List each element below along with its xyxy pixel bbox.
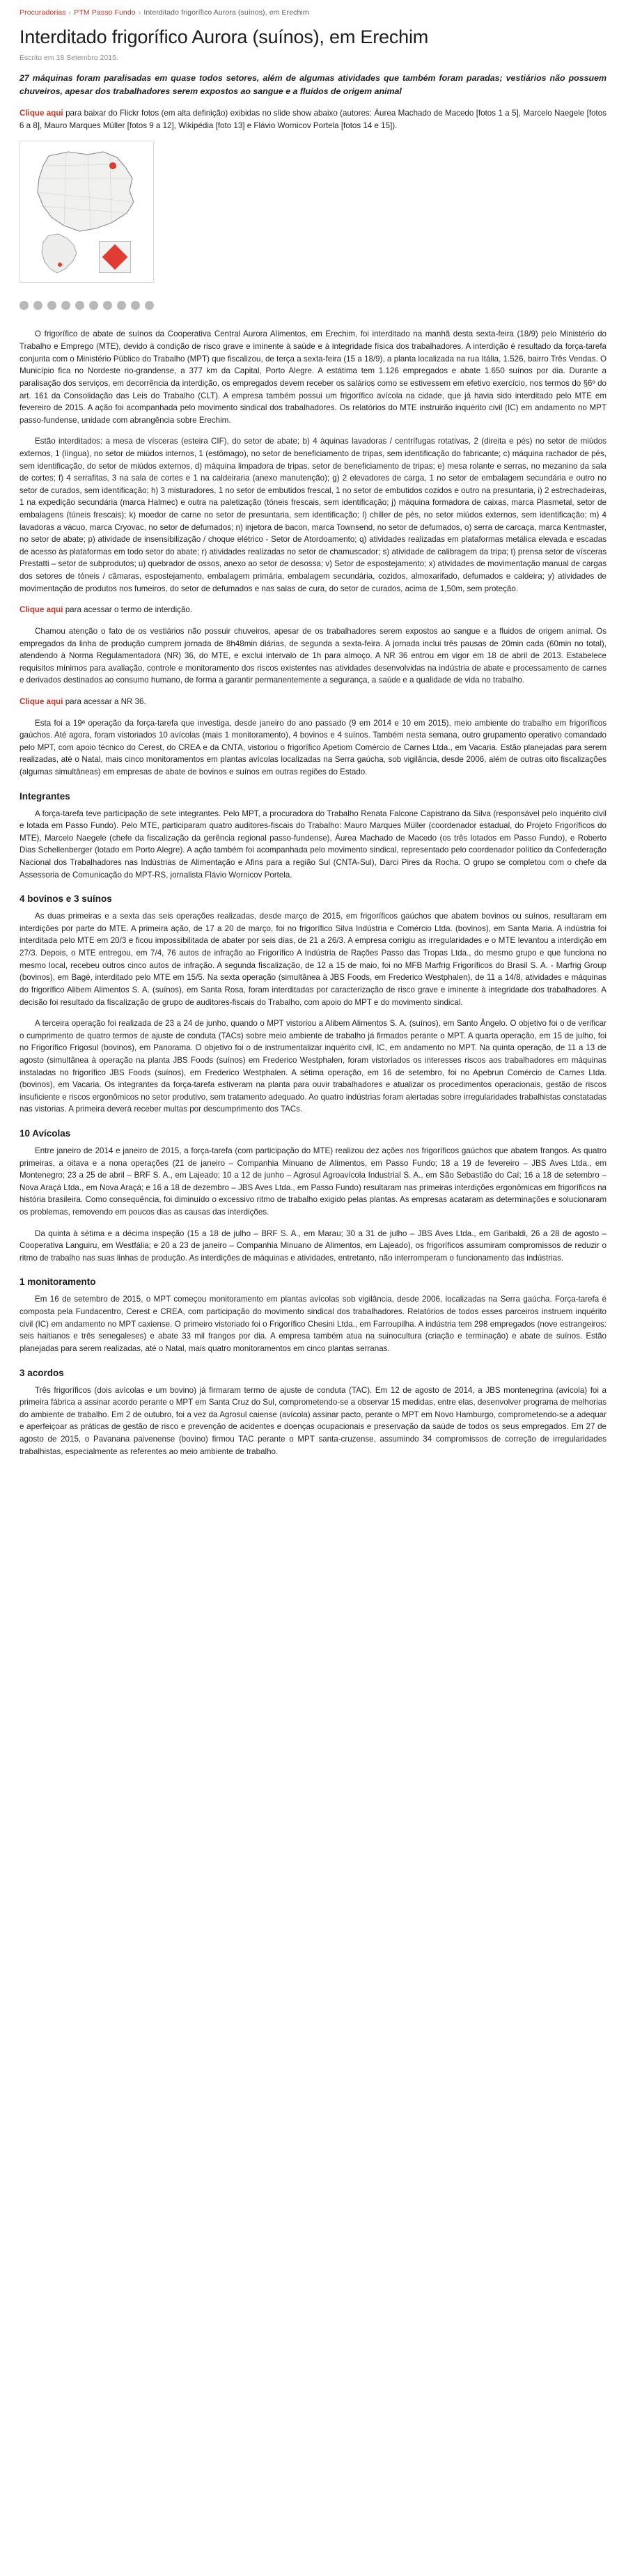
whatsapp-share-icon[interactable] [89,301,98,310]
section-bovinos-paragraph-1: As duas primeiras e a sexta das seis operações realizadas, desde março de 2015, em frigoríficos gaúchos que abatem bovinos ou suínos, resultaram em interdições por parte do MTE. A primeira ação, de 17 a 20 de março, foi no frigorífico Silva Indústria e Comércio Ltda. (bovinos), em Santa Maria. A indústria foi interditada pelo MTE em 20/3 e ficou impossibilitada de abater por seis dias, de 21 a 26/3. A empresa corrigiu as irregularidades e o MTE levantou a interdição em 27/3. Depois, o MTE entregou, em 7/4, 76 autos de infração ao Frigorífico A Indústria de Rações Passo das Tropas Ltda., do mesmo grupo e que funciona no mesmo local, recebeu outros cinco autos de infração. A segunda fiscalização, de 12 a 15 de maio, foi no MFB Marfrig Frigoríficos do Brasil S. A. - Marfrig Group (bovinos), em Bagé, interditado pelo MTE em 15/5. Na sexta operação (simultânea à JBS Foods, em Frederico Westphalen), de 11 a 14/8, atividades e máquinas do frigorífico Alibem Alimentos S. A. (suínos), em Santa Rosa, foram interditadas por caracterização de risco grave e iminente à integridade dos trabalhadores. A decisão foi resultado da fiscalização de grupo de auditores-fiscais do Trabalho, com apoio do MPT e do movimento sindical. [19,912,607,1007]
article-byline: Escrito em 18 Setembro 2015. [19,54,118,63]
body-paragraph-1: O frigorífico de abate de suínos da Cooperativa Central Aurora Alimentos, em Erechim, foi interditado na manhã desta sexta-feira (18/9) pelo Ministério do Trabalho e Emprego (MTE), devido à condição de risco grave e iminente à saúde e à integridade física dos trabalhadores. A interdição é resultado da força-tarefa conjunta com o Ministério Público do Trabalho (MPT) que fiscalizou, de terça a sexta-feira (15 a 18/9), a planta localizada na rua Itália, 1.526, bairro Três Vendas. O Município fica no Nordeste rio-grandense, a 377 km da Capital, Porto Alegre. A estátima tem 1.126 empregados e abate 1.650 suínos por dia. Durante a paralisação dos serviços, em decorrência da interdição, os empregados devem receber os salários como se estivessem em efetivo exercício, nos termos do §6º do art. 161 da Consolidação das Leis do Trabalho (CLT). A empresa também possui um frigorífico avícola na cidade, que já havia sido interditado pelo MTE em fevereiro de 2015. A ação foi acompanhada pelo movimento sindical dos trabalhadores. Os relatórios do MTE instruirão inquérito civil (IC) em andamento no MPT passo-fundense, unidade com abrangência sobre Erechim. [19,329,607,425]
photo-download-text: para baixar do Flickr fotos (em alta definição) exibidas no slide show abaixo (autores: Áurea Machado de Macedo [fotos 1 a 5], Marcelo Naegele [fotos 6 a 8], Mauro Marques Müller [fotos 9 a 12], Wikipédia [foto 13] e Flávio Wornicov Portela [fotos 14 e 15]). [19,109,607,130]
body-paragraph-4: Esta foi a 19ª operação da força-tarefa que investiga, desde janeiro do ano passado (9 em 2014 e 10 em 2015), meio ambiente do trabalho em frigoríficos gaúchos. Até agora, foram vistoriados 10 avícolas (mais 1 monitoramento), 4 bovinos e 4 suínos. Também nesta semana, outro grupamento operativo comandado pelo MPT, com apoio técnico do Cerest, do CREA e da CNTA, vistoriou o frigorífico Apetiom Comércio de Carnes Ltda., em Vacaria. Estão planejadas para serem realizadas, até o Natal, mais cinco monitoramentos em plantas avícolas localizadas na Serra gaúcha, sob vigilância, desde 2006, além de outras oito fiscalizações (algumas simultâneas) em empresas de abate de bovinos e suínos em outras regiões do Estado. [19,718,607,776]
breadcrumb-link-ptm-passo-fundo[interactable]: PTM Passo Fundo [74,8,136,17]
facebook-share-icon[interactable] [19,301,29,310]
more-share-icon[interactable] [145,301,154,310]
share-bar [19,301,607,310]
breadcrumb [19,8,607,17]
section-heading-integrantes: Integrantes [19,790,70,802]
brazil-map-icon [36,233,82,276]
photo-download-link[interactable]: Clique aqui [19,109,63,118]
termo-interdicao-text: para acessar o termo de interdição. [63,605,193,615]
map-marker [110,163,116,169]
section-avicolas-paragraph-2: Da quinta à sétima e a décima inspeção (15 a 18 de julho – BRF S. A., em Marau; 30 a 31 de julho – JBS Aves Ltda., em Garibaldi, 26 a 28 de agosto – Cooperativa Languiru, em Westfália; e 20 a 23 de janeiro – Companhia Minuano de Alimentos, em Lajeado), os frigoríficos assumiram compromissos de reduzir o ritmo de trabalho nas suas linhas de produção. As interdições de máquinas e atividades, entretanto, não interromperam o funcionamento das indústrias. [19,1228,607,1263]
section-heading-avicolas: 10 Avícolas [19,1128,71,1139]
linkedin-share-icon[interactable] [47,301,56,310]
termo-interdicao-link[interactable]: Clique aqui [19,605,63,615]
photo-download-paragraph [19,107,607,132]
nr36-text: para acessar a NR 36. [63,696,146,706]
section-avicolas-paragraph-1: Entre janeiro de 2014 e janeiro de 2015, a força-tarefa (com participação do MTE) realizou dez ações nos frigoríficos gaúchos que abatem frangos. As quatro primeiras, a oitava e a nona operações (21 de janeiro – Companhia Minuano de Alimentos, em Passo Fundo; 18 a 19 de fevereiro – JBS Aves Ltda., em Montenegro; 23 a 25 de abril – BRF S. A., em Lajeado; 10 a 12 de junho – Agrosul Agroavícola Industrial S. A., em São Sebastião do Caí; 16 a 18 de setembro – Nova Araçá Ltda., em Nova Araçá; e 16 a 18 de dezembro – JBS Aves Ltda., em Passo Fundo) resultaram nas primeiras interdições ergonômicas em frigoríficos na história brasileira. Como consequência, foi diminuído o excessivo ritmo de trabalho exigido pelas plantas. As empresas acataram as determinações e solucionaram os problemas, removendo em poucos dias as causas das interdições. [19,1146,607,1217]
breadcrumb-current: Interditado frigorífico Aurora (suínos), em Erechim [143,8,309,17]
section-bovinos-paragraph-2: A terceira operação foi realizada de 23 a 24 de junho, quando o MPT vistoriou a Alibem Alimentos S. A. (suínos), em Santo Ângelo. O objetivo foi o de verificar o cumprimento de quatro termos de ajuste de conduta (TACs) sobre meio ambiente de trabalho já firmados perante o MPT. A quarta operação, em 15 de julho, foi no Frigorífico Frigosul (bovinos), em Panorama. O objetivo foi o de instrumentalizar inquérito civil, IC, em andamento no MPT. Na quinta operação, de 11 a 13 de agosto (simultânea à operação na planta JBS Foods (suínos) em Frederico Westphalen, foram vistoriados os interesses riscos aos trabalhadores em máquinas instaladas no frigorífico JBS Foods (suínos), em Frederico Westphalen. A sétima operação, em 16 de setembro, foi no Apebrun Comércio de Carnes Ltda. (bovinos), em Vacaria. Os integrantes da força-tarefa estiveram na planta para ouvir trabalhadores e atualizar os procedimentos operacionais, gestão de riscos insuficiente e riscos ergonômicos no setor produtivo, sem tratamento adequado. Ao quatro indústrias foram alertadas sobre irregularidades trabalhistas constatadas nas vistorias. A primeira deverá receber multas por descumprimento dos TACs. [19,1019,607,1114]
body-paragraph-3: Chamou atenção o fato de os vestiários não possuir chuveiros, apesar de os trabalhadores serem expostos ao sangue e a fluidos de origem animal. Os empregados da linha de produção cumprem jornada de 8h48min diárias, de segunda a sexta-feira. A jornada inclui três pausas de 20min cada (60min no total), atendendo à Norma Regulamentadora (NR) 36, do MTE, e exclui intervalo de 1h para almoço. A NR 36 entrou em vigor em 18 de abril de 2013. Estabelece requisitos mínimos para avaliação, controle e monitoramento dos riscos existentes nas atividades desenvolvidas na indústria de abate e processamento de carnes e derivados destinados ao consumo humano, de forma a garantir permanentemente a segurança, a saúde e a qualidade de vida no trabalho. [19,626,607,685]
map-inset-diamond-icon [102,244,128,270]
breadcrumb-separator-2: › [138,8,141,17]
nr36-paragraph [19,696,607,708]
section-monitoramento-paragraph-1: Em 16 de setembro de 2015, o MPT começou monitoramento em plantas avícolas sob vigilância, desde 2006, localizadas na Serra gaúcha. Força-tarefa é composta pela Fundacentro, Cerest e CREA, com participação do movimento sindical dos trabalhadores. Relatórios de todos esses parceiros instruem inquérito civil (IC) em andamento no MPT caxiense. O primeiro vistoriado foi o Frigorífico Chesini Ltda., em Farroupilha. A indústria tem 298 empregados (nove estrangeiros: seis haitianos e três senegaleses) e abate 33 mil frangos por dia. A empresa também atua na suinocultura (criação e terminação) e abate de suínos. Estão planejadas para serem realizadas, até o Natal, mais quatro monitoramentos em cinco plantas serranas. [19,1295,607,1353]
email-share-icon[interactable] [103,301,112,310]
nr36-link[interactable]: Clique aqui [19,696,63,706]
breadcrumb-separator-1: › [68,8,72,17]
map-image [22,143,151,280]
twitter-share-icon[interactable] [33,301,42,310]
section-integrantes-paragraph-1: A força-tarefa teve participação de sete integrantes. Pelo MPT, a procuradora do Trabalho Renata Falcone Capistrano da Silva (responsável pelo inquérito civil e lotada em Passo Fundo). Pelo MTE, participaram quatro auditores-fiscais do Trabalho: Mauro Marques Müller (coordenador estadual, do Projeto Frigoríficos do MTE), Marcelo Naegele (chefe da fiscalização da gerência regional passo-fundense), Áurea Machado de Macedo (os três lotados em Passo Fundo), e Roberto Dias Schellenberger (lotado em Porto Alegre). A ação também foi acompanhada pelo movimento sindical, representado pelo coordenador político da Confederação Nacional dos Trabalhadores nas Indústrias de Alimentação e Afins para a região Sul (CNTA-Sul), Darci Pires da Rocha. O grupo se completou com o chefe da Assessoria de Comunicação do MPT-RS, jornalista Flávio Wornicov Portela. [19,809,607,880]
section-heading-bovinos-suinos: 4 bovinos e 3 suínos [19,893,112,905]
termo-interdicao-paragraph [19,604,607,616]
rss-share-icon[interactable] [131,301,140,310]
section-heading-acordos: 3 acordos [19,1367,64,1378]
section-acordos-paragraph-1: Três frigoríficos (dois avícolas e um bovino) já firmaram termo de ajuste de conduta (TAC). Em 12 de agosto de 2014, a JBS montenegrina (avícola) foi a primeira fábrica a assinar acordo perante o MPT em Santa Cruz do Sul, comprometendo-se a observar 15 medidas, entre elas, desenvolver programa de melhorias do ambiente de trabalho. Em 2 de outubro, foi a vez da Agrosul caiense (avícola) assinar pacto, perante o MPT em Novo Hamburgo, comprometendo-se a adequar e aperfeiçoar as práticas de gestão de risco e prevenção de acidentes e doenças ocupacionais e preservação da saúde de todos os seus empregados. Em 27 de agosto de 2015, o Pavanana paivenense (bovino) firmou TAC perante o MPT santa-cruzense, assumindo 34 compromissos de correção de irregularidades trabalhistas, especialmente as referentes ao meio ambiente de trabalho. [19,1385,607,1456]
article-figure [19,141,154,283]
breadcrumb-link-procuradorias[interactable]: Procuradorias [19,8,66,17]
map-inset-box [99,241,131,273]
print-share-icon[interactable] [117,301,126,310]
section-heading-monitoramento: 1 monitoramento [19,1277,96,1288]
pinterest-share-icon[interactable] [75,301,84,310]
page-title: Interditado frigorífico Aurora (suínos), em Erechim [19,26,429,47]
article-lede: 27 máquinas foram paralisadas em quase todos setores, além de algumas atividades que também foram paradas; vestiários não possuem chuveiros, apesar dos trabalhadores serem expostos ao sangue e a fluidos de origem animal [19,73,607,96]
rio-grande-do-sul-map-icon [28,148,145,237]
google-plus-share-icon[interactable] [61,301,70,310]
body-paragraph-2: Estão interditados: a mesa de vísceras (esteira CIF), do setor de abate; b) 4 áquinas lavadoras / centrífugas rotativas, 2 (direita e pés) no setor de miúdos externos, 1 (língua), no setor de miúdos internos, 1 (estômago), no setor de beneficiamento de tripas, sem identificação do fabricante; c) máquina rachador de pés, sem identificação, do setor de miúdos externos, d) máquina limpadora de tripas, setor de beneficiamento de tripas; e) mesa rolante e serras, no mezanino da sala de cortes; f) 4 serrafitas, 3 na sala de cortes e 1 na caldeiraria (anexo manutenção); g) 2 elevadores de carga, 1 no setor de embalagem secundária e outro no setor de curados, sem identificação; h) 3 misturadores, 1 no setor de embutidos frescal, 1 no setor de embutidos cozidos e outro na presuntaria, i) 2 estrechadeiras, 1 na expedição secundária (marca Halmec) e outra na paletização (tóneis frescais, sem identificação; j) máquina formadora de caixas, marca Plasmetal, setor de embalagens (túneis frescais); k) moedor de carne no setor de presuntaria, sem identificação; l) chiller de pés, no setor miúdos externos, sem identificação; m) 4 lavadoras a vácuo, marca Cryovac, no setor de defumados; n) injetora de bacon, marca Townsend, no setor de defumados, o) serra de carcaça, marca Kentmaster, no setor de abate; p) atividade de insensibilização / choque elétrico - Setor de Atordoamento; q) atividades realizadas em plataformas metálica elevada e escadas de acesso às plataformas em todo setor do abate; r) atividades realizadas no setor de chamuscador; s) atividade de calibragem da tripa; t) prensa setor de vísceras Prestatti – setor de subprodutos; u) quebrador de ossos, anexo ao setor de desossa; v) Setor de espostejamento; x) atividades de movimentação manual de cargas dos setores de tóneis / câmaras, espostejamento, embalagem primária, embalagem secundária, cozidos, almoxarifado, defumados e caldeira; y) atividades de movimentação de produtos nos fumeiros, do setor de defumados e nas salas de cura, do setor de curados, acima de 1,50m, sem proteção. [19,437,607,593]
